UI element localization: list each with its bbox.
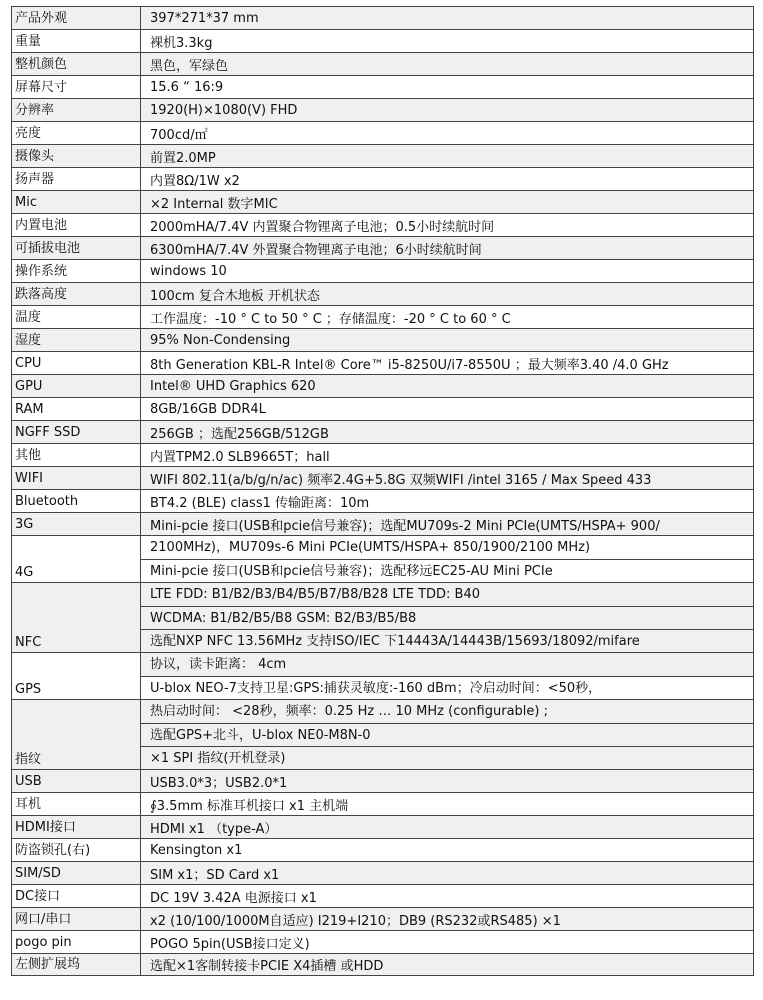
spec-label: 指纹 <box>11 700 141 769</box>
spec-label: 可插拔电池 <box>11 237 141 259</box>
spec-label: 屏幕尺寸 <box>11 76 141 98</box>
spec-value: 2000mHA/7.4V 内置聚合物锂离子电池；0.5小时续航时间 <box>141 214 754 236</box>
spec-row <box>11 953 754 976</box>
spec-row <box>11 512 754 535</box>
spec-row <box>11 815 754 838</box>
spec-label: CPU <box>11 352 141 374</box>
spec-label: USB <box>11 770 141 792</box>
spec-row <box>11 98 754 121</box>
spec-value-line: WCDMA: B1/B2/B5/B8 GSM: B2/B3/B5/B8 <box>141 606 753 629</box>
spec-row <box>11 29 754 52</box>
spec-label: SIM/SD <box>11 862 141 884</box>
spec-row <box>11 420 754 443</box>
spec-label: 左侧扩展坞 <box>11 954 141 975</box>
spec-label: HDMI接口 <box>11 816 141 838</box>
spec-label: 操作系统 <box>11 260 141 282</box>
spec-label: 防盗锁孔(右) <box>11 839 141 861</box>
spec-label: 湿度 <box>11 329 141 351</box>
spec-row <box>11 397 754 420</box>
spec-value-line: 选配GPS+北斗，U-blox NE0-M8N-0 <box>141 723 753 746</box>
spec-value-line: LTE FDD: B1/B2/B3/B4/B5/B7/B8/B28 LTE TDD: B40 <box>141 583 753 606</box>
spec-label: 4G <box>11 536 141 582</box>
spec-label: 网口/串口 <box>11 908 141 930</box>
spec-row <box>11 259 754 282</box>
spec-label: 分辨率 <box>11 99 141 121</box>
spec-label: WIFI <box>11 467 141 489</box>
spec-label: NFC <box>11 583 141 652</box>
spec-row <box>11 489 754 512</box>
spec-label: pogo pin <box>11 931 141 953</box>
spec-label: NGFF SSD <box>11 421 141 443</box>
spec-label: 3G <box>11 513 141 535</box>
spec-value: POGO 5pin(USB接口定义) <box>141 931 754 953</box>
spec-label: 耳机 <box>11 793 141 815</box>
spec-value: 裸机3.3kg <box>141 30 754 52</box>
spec-value: Intel® UHD Graphics 620 <box>141 375 754 397</box>
spec-row <box>11 167 754 190</box>
spec-value-line: ×1 SPI 指纹(开机登录) <box>141 746 753 769</box>
spec-value: SIM x1；SD Card x1 <box>141 862 754 884</box>
spec-value: USB3.0*3；USB2.0*1 <box>141 770 754 792</box>
spec-row-multi <box>11 582 754 652</box>
spec-value: 256GB ；选配256GB/512GB <box>141 421 754 443</box>
spec-label: 温度 <box>11 306 141 328</box>
spec-label: 亮度 <box>11 122 141 144</box>
spec-value: 选配×1客制转接卡PCIE X4插槽 或HDD <box>141 954 754 975</box>
spec-value <box>141 583 754 652</box>
spec-label: 跌落高度 <box>11 283 141 305</box>
spec-row <box>11 75 754 98</box>
spec-row <box>11 861 754 884</box>
spec-value: 8th Generation KBL-R Intel® Core™ i5-8250U/i7-8550U ；最大频率3.40 /4.0 GHz <box>141 352 754 374</box>
spec-value: x2 (10/100/1000M自适应) I219+I210；DB9 (RS232或RS485) ×1 <box>141 908 754 930</box>
spec-row-multi <box>11 535 754 582</box>
spec-row <box>11 52 754 75</box>
spec-label: 重量 <box>11 30 141 52</box>
spec-value: Kensington x1 <box>141 839 754 861</box>
spec-value: DC 19V 3.42A 电源接口 x1 <box>141 885 754 907</box>
spec-value <box>141 653 754 699</box>
spec-value: windows 10 <box>141 260 754 282</box>
spec-value: 397*271*37 mm <box>141 7 754 29</box>
spec-value: 1920(H)×1080(V) FHD <box>141 99 754 121</box>
spec-value: WIFI 802.11(a/b/g/n/ac) 频率2.4G+5.8G 双频WIFI /intel 3165 / Max Speed 433 <box>141 467 754 489</box>
spec-value: Mini-pcie 接口(USB和pcie信号兼容)；选配MU709s-2 Mini PCIe(UMTS/HSPA+ 900/ <box>141 513 754 535</box>
spec-label: 整机颜色 <box>11 53 141 75</box>
spec-label: GPU <box>11 375 141 397</box>
spec-label: GPS <box>11 653 141 699</box>
spec-row <box>11 351 754 374</box>
spec-label: 摄像头 <box>11 145 141 167</box>
spec-row <box>11 443 754 466</box>
spec-value: 6300mHA/7.4V 外置聚合物锂离子电池；6小时续航时间 <box>141 237 754 259</box>
spec-value-line: Mini-pcie 接口(USB和pcie信号兼容)；选配移远EC25-AU Mini PCIe <box>141 559 753 582</box>
spec-row <box>11 144 754 167</box>
spec-value: BT4.2 (BLE) class1 传输距离：10m <box>141 490 754 512</box>
spec-value: 100cm 复合木地板 开机状态 <box>141 283 754 305</box>
spec-row <box>11 282 754 305</box>
spec-row <box>11 792 754 815</box>
spec-value: 95% Non-Condensing <box>141 329 754 351</box>
spec-value: 8GB/16GB DDR4L <box>141 398 754 420</box>
spec-row <box>11 884 754 907</box>
spec-row <box>11 328 754 351</box>
spec-table <box>11 6 754 976</box>
spec-label: Mic <box>11 191 141 213</box>
spec-value-line: 选配NXP NFC 13.56MHz 支持ISO/IEC 下14443A/14443B/15693/18092/mifare <box>141 629 753 652</box>
spec-row <box>11 213 754 236</box>
spec-value-line: 热启动时间： <28秒，频率：0.25 Hz … 10 MHz (configurable) ; <box>141 700 753 723</box>
spec-label: 其他 <box>11 444 141 466</box>
spec-label: DC接口 <box>11 885 141 907</box>
spec-label: 内置电池 <box>11 214 141 236</box>
spec-row <box>11 907 754 930</box>
spec-value <box>141 700 754 769</box>
spec-label: Bluetooth <box>11 490 141 512</box>
spec-value: 黑色，军绿色 <box>141 53 754 75</box>
spec-value: 内置TPM2.0 SLB9665T；hall <box>141 444 754 466</box>
spec-value-line: 协议，读卡距离： 4cm <box>141 653 753 676</box>
spec-value: 700cd/㎡ <box>141 122 754 144</box>
spec-row <box>11 930 754 953</box>
spec-label: 产品外观 <box>11 7 141 29</box>
spec-row-multi <box>11 699 754 769</box>
spec-value: 内置8Ω/1W x2 <box>141 168 754 190</box>
spec-label: 扬声器 <box>11 168 141 190</box>
spec-row-multi <box>11 652 754 699</box>
spec-value-line: U-blox NEO-7支持卫星:GPS:捕获灵敏度:-160 dBm；冷启动时间：<50秒， <box>141 676 753 699</box>
spec-row <box>11 466 754 489</box>
spec-value: 工作温度：-10 ° C to 50 ° C ；存储温度：-20 ° C to 60 ° C <box>141 306 754 328</box>
spec-row <box>11 121 754 144</box>
spec-row <box>11 769 754 792</box>
spec-row <box>11 236 754 259</box>
spec-value: ×2 Internal 数字MIC <box>141 191 754 213</box>
spec-row <box>11 838 754 861</box>
spec-value <box>141 536 754 582</box>
spec-label: RAM <box>11 398 141 420</box>
spec-value: HDMI x1 （type-A） <box>141 816 754 838</box>
spec-value: 前置2.0MP <box>141 145 754 167</box>
spec-value: 15.6 “ 16:9 <box>141 76 754 98</box>
spec-row <box>11 6 754 29</box>
spec-row <box>11 305 754 328</box>
spec-value: ∮3.5mm 标准耳机接口 x1 主机端 <box>141 793 754 815</box>
spec-row <box>11 374 754 397</box>
spec-row <box>11 190 754 213</box>
spec-value-line: 2100MHz)，MU709s-6 Mini PCIe(UMTS/HSPA+ 850/1900/2100 MHz) <box>150 540 591 555</box>
